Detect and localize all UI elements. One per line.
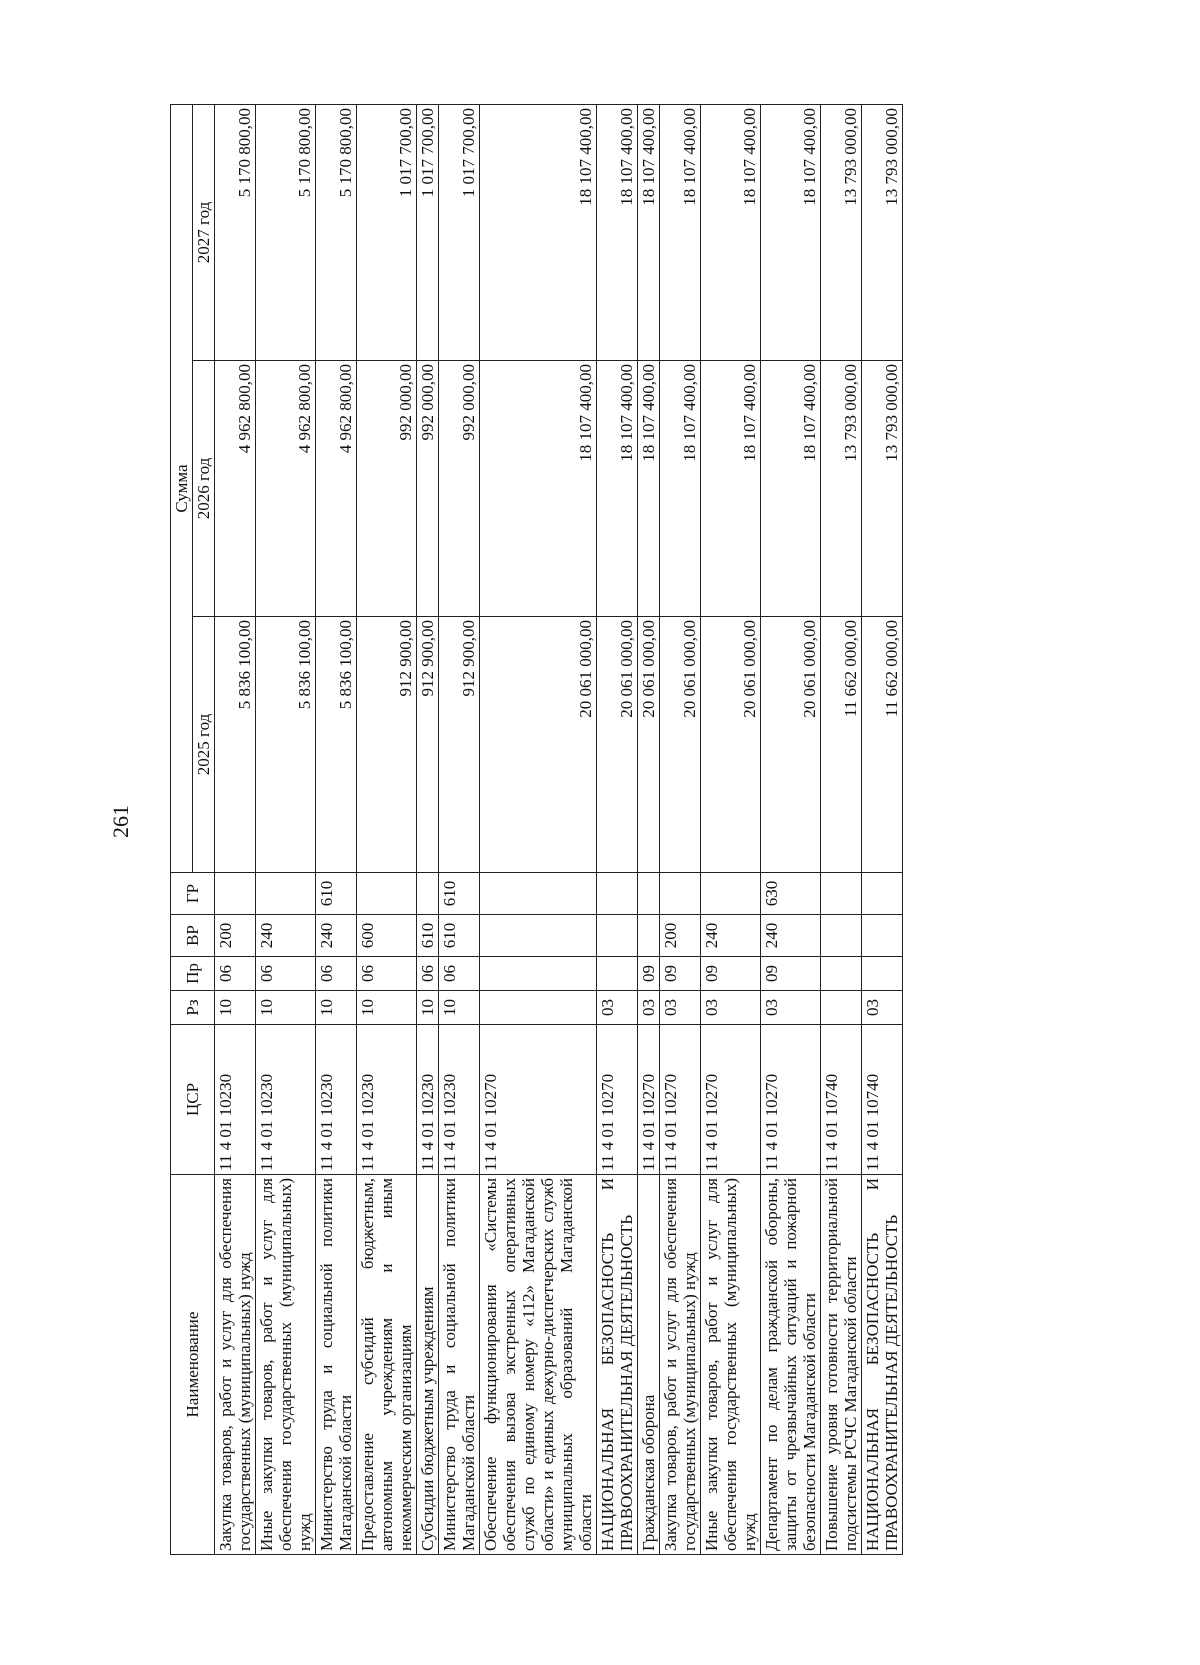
- cell-csr: 11 4 01 10230: [417, 1025, 439, 1175]
- cell-2025: 5 836 100,00: [215, 617, 256, 873]
- cell-gr: 610: [316, 873, 357, 915]
- table-body: [215, 104, 903, 1554]
- cell-pr: [597, 957, 638, 991]
- cell-vr: [597, 915, 638, 957]
- table-row: [439, 104, 480, 1554]
- cell-2025: 20 061 000,00: [761, 617, 821, 873]
- header-pr: Пр: [171, 957, 215, 991]
- cell-name: Предоставление субсидий бюджетным, автономным учреждениям и иным некоммерческим организациям: [357, 1175, 417, 1555]
- cell-2025: 5 836 100,00: [256, 617, 316, 873]
- cell-2025: 20 061 000,00: [480, 617, 597, 873]
- table-row: [660, 104, 701, 1554]
- page-number: 261: [108, 805, 133, 838]
- cell-2026: 992 000,00: [357, 361, 417, 617]
- cell-2027: 13 793 000,00: [821, 104, 862, 360]
- cell-2027: 5 170 800,00: [256, 104, 316, 360]
- table-row: [821, 104, 862, 1554]
- cell-2027: 18 107 400,00: [660, 104, 701, 360]
- cell-name: Закупка товаров, работ и услуг для обеспечения государственных (муниципальных) нужд: [215, 1175, 256, 1555]
- cell-2026: 18 107 400,00: [761, 361, 821, 617]
- header-gr: ГР: [171, 873, 215, 915]
- table-row: [862, 104, 903, 1554]
- cell-2027: 1 017 700,00: [439, 104, 480, 360]
- header-year-2025: 2025 год: [193, 617, 215, 873]
- cell-2025: 5 836 100,00: [316, 617, 357, 873]
- cell-2025: 912 900,00: [439, 617, 480, 873]
- cell-2027: 18 107 400,00: [638, 104, 660, 360]
- cell-2026: 4 962 800,00: [256, 361, 316, 617]
- cell-rz: 10: [439, 991, 480, 1025]
- header-year-2026: 2026 год: [193, 361, 215, 617]
- cell-name: Министерство труда и социальной политики Магаданской области: [439, 1175, 480, 1555]
- budget-table: [170, 104, 903, 1555]
- cell-pr: 06: [357, 957, 417, 991]
- cell-rz: 03: [701, 991, 761, 1025]
- cell-name: Гражданская оборона: [638, 1175, 660, 1555]
- cell-name: НАЦИОНАЛЬНАЯ БЕЗОПАСНОСТЬ И ПРАВООХРАНИТЕЛЬНАЯ ДЕЯТЕЛЬНОСТЬ: [862, 1175, 903, 1555]
- cell-gr: [215, 873, 256, 915]
- cell-gr: 610: [439, 873, 480, 915]
- cell-rz: [480, 991, 597, 1025]
- cell-name: Обеспечение функционирования «Системы обеспечения вызова экстренных оперативных служб по единому номеру «112» Магаданской области» и единых дежурно-диспетчерских служб муниципальных образований Магаданской области: [480, 1175, 597, 1555]
- cell-rz: 10: [256, 991, 316, 1025]
- cell-name: Субсидии бюджетным учреждениям: [417, 1175, 439, 1555]
- cell-2026: 992 000,00: [439, 361, 480, 617]
- header-rz: Рз: [171, 991, 215, 1025]
- cell-2025: 20 061 000,00: [638, 617, 660, 873]
- cell-2027: 18 107 400,00: [480, 104, 597, 360]
- cell-2027: 18 107 400,00: [597, 104, 638, 360]
- budget-table-rotated: [170, 105, 1075, 1555]
- cell-name: Департамент по делам гражданской обороны, защиты от чрезвычайных ситуаций и пожарной безопасности Магаданской области: [761, 1175, 821, 1555]
- cell-csr: 11 4 01 10270: [638, 1025, 660, 1175]
- cell-2027: 18 107 400,00: [701, 104, 761, 360]
- cell-pr: [862, 957, 903, 991]
- table-header-row: [171, 104, 193, 1554]
- cell-2027: 18 107 400,00: [761, 104, 821, 360]
- cell-2025: 912 900,00: [417, 617, 439, 873]
- cell-2027: 1 017 700,00: [417, 104, 439, 360]
- cell-vr: 610: [439, 915, 480, 957]
- cell-pr: 09: [761, 957, 821, 991]
- table-row: [761, 104, 821, 1554]
- cell-pr: 09: [638, 957, 660, 991]
- cell-2025: 20 061 000,00: [597, 617, 638, 873]
- header-year-2027: 2027 год: [193, 104, 215, 360]
- cell-rz: 03: [660, 991, 701, 1025]
- cell-2026: 18 107 400,00: [660, 361, 701, 617]
- cell-pr: 09: [660, 957, 701, 991]
- cell-csr: 11 4 01 10270: [480, 1025, 597, 1175]
- cell-gr: [417, 873, 439, 915]
- cell-csr: 11 4 01 10270: [660, 1025, 701, 1175]
- cell-pr: [821, 957, 862, 991]
- cell-2025: 11 662 000,00: [821, 617, 862, 873]
- cell-2027: 13 793 000,00: [862, 104, 903, 360]
- cell-vr: [638, 915, 660, 957]
- cell-2026: 18 107 400,00: [480, 361, 597, 617]
- table-row: [215, 104, 256, 1554]
- cell-pr: 06: [215, 957, 256, 991]
- cell-gr: [357, 873, 417, 915]
- cell-2025: 20 061 000,00: [701, 617, 761, 873]
- header-csr: ЦСР: [171, 1025, 215, 1175]
- cell-rz: 03: [761, 991, 821, 1025]
- cell-gr: [701, 873, 761, 915]
- cell-rz: 10: [417, 991, 439, 1025]
- cell-vr: 240: [316, 915, 357, 957]
- cell-vr: [480, 915, 597, 957]
- cell-2025: 912 900,00: [357, 617, 417, 873]
- cell-2026: 18 107 400,00: [701, 361, 761, 617]
- cell-2027: 5 170 800,00: [316, 104, 357, 360]
- table-row: [701, 104, 761, 1554]
- cell-csr: 11 4 01 10740: [862, 1025, 903, 1175]
- cell-gr: [597, 873, 638, 915]
- table-row: [357, 104, 417, 1554]
- cell-2026: 13 793 000,00: [821, 361, 862, 617]
- cell-vr: 240: [761, 915, 821, 957]
- cell-gr: [256, 873, 316, 915]
- cell-vr: 200: [660, 915, 701, 957]
- cell-vr: 240: [701, 915, 761, 957]
- cell-name: Повышение уровня готовности территориальной подсистемы РСЧС Магаданской области: [821, 1175, 862, 1555]
- cell-csr: 11 4 01 10230: [256, 1025, 316, 1175]
- cell-2026: 13 793 000,00: [862, 361, 903, 617]
- cell-rz: 03: [862, 991, 903, 1025]
- cell-2027: 1 017 700,00: [357, 104, 417, 360]
- cell-pr: 06: [316, 957, 357, 991]
- header-sum: Сумма: [171, 104, 193, 872]
- cell-vr: 240: [256, 915, 316, 957]
- cell-name: Иные закупки товаров, работ и услуг для обеспечения государственных (муниципальных) нужд: [256, 1175, 316, 1555]
- cell-rz: 10: [316, 991, 357, 1025]
- cell-vr: 200: [215, 915, 256, 957]
- cell-rz: 10: [215, 991, 256, 1025]
- cell-rz: 03: [638, 991, 660, 1025]
- cell-2025: 20 061 000,00: [660, 617, 701, 873]
- cell-csr: 11 4 01 10740: [821, 1025, 862, 1175]
- cell-name: Министерство труда и социальной политики Магаданской области: [316, 1175, 357, 1555]
- cell-vr: 610: [417, 915, 439, 957]
- header-name: Наименование: [171, 1175, 215, 1555]
- cell-gr: [480, 873, 597, 915]
- cell-csr: 11 4 01 10230: [215, 1025, 256, 1175]
- table-row: [597, 104, 638, 1554]
- cell-vr: 600: [357, 915, 417, 957]
- cell-2025: 11 662 000,00: [862, 617, 903, 873]
- cell-gr: [821, 873, 862, 915]
- cell-csr: 11 4 01 10270: [597, 1025, 638, 1175]
- cell-pr: [480, 957, 597, 991]
- cell-pr: 06: [417, 957, 439, 991]
- cell-csr: 11 4 01 10230: [316, 1025, 357, 1175]
- cell-2026: 4 962 800,00: [316, 361, 357, 617]
- table-row: [417, 104, 439, 1554]
- cell-gr: [660, 873, 701, 915]
- cell-2026: 992 000,00: [417, 361, 439, 617]
- cell-name: Закупка товаров, работ и услуг для обеспечения государственных (муниципальных) нужд: [660, 1175, 701, 1555]
- cell-csr: 11 4 01 10270: [761, 1025, 821, 1175]
- cell-rz: [821, 991, 862, 1025]
- cell-csr: 11 4 01 10270: [701, 1025, 761, 1175]
- table-row: [638, 104, 660, 1554]
- cell-2027: 5 170 800,00: [215, 104, 256, 360]
- cell-2026: 18 107 400,00: [597, 361, 638, 617]
- table-row: [256, 104, 316, 1554]
- cell-gr: 630: [761, 873, 821, 915]
- cell-gr: [638, 873, 660, 915]
- cell-2026: 18 107 400,00: [638, 361, 660, 617]
- header-vr: ВР: [171, 915, 215, 957]
- cell-pr: 09: [701, 957, 761, 991]
- cell-pr: 06: [439, 957, 480, 991]
- cell-gr: [862, 873, 903, 915]
- cell-csr: 11 4 01 10230: [439, 1025, 480, 1175]
- cell-2026: 4 962 800,00: [215, 361, 256, 617]
- cell-rz: 03: [597, 991, 638, 1025]
- table-row: [480, 104, 597, 1554]
- cell-vr: [862, 915, 903, 957]
- cell-name: НАЦИОНАЛЬНАЯ БЕЗОПАСНОСТЬ И ПРАВООХРАНИТЕЛЬНАЯ ДЕЯТЕЛЬНОСТЬ: [597, 1175, 638, 1555]
- cell-vr: [821, 915, 862, 957]
- cell-pr: 06: [256, 957, 316, 991]
- cell-name: Иные закупки товаров, работ и услуг для обеспечения государственных (муниципальных) нужд: [701, 1175, 761, 1555]
- cell-rz: 10: [357, 991, 417, 1025]
- cell-csr: 11 4 01 10230: [357, 1025, 417, 1175]
- table-row: [316, 104, 357, 1554]
